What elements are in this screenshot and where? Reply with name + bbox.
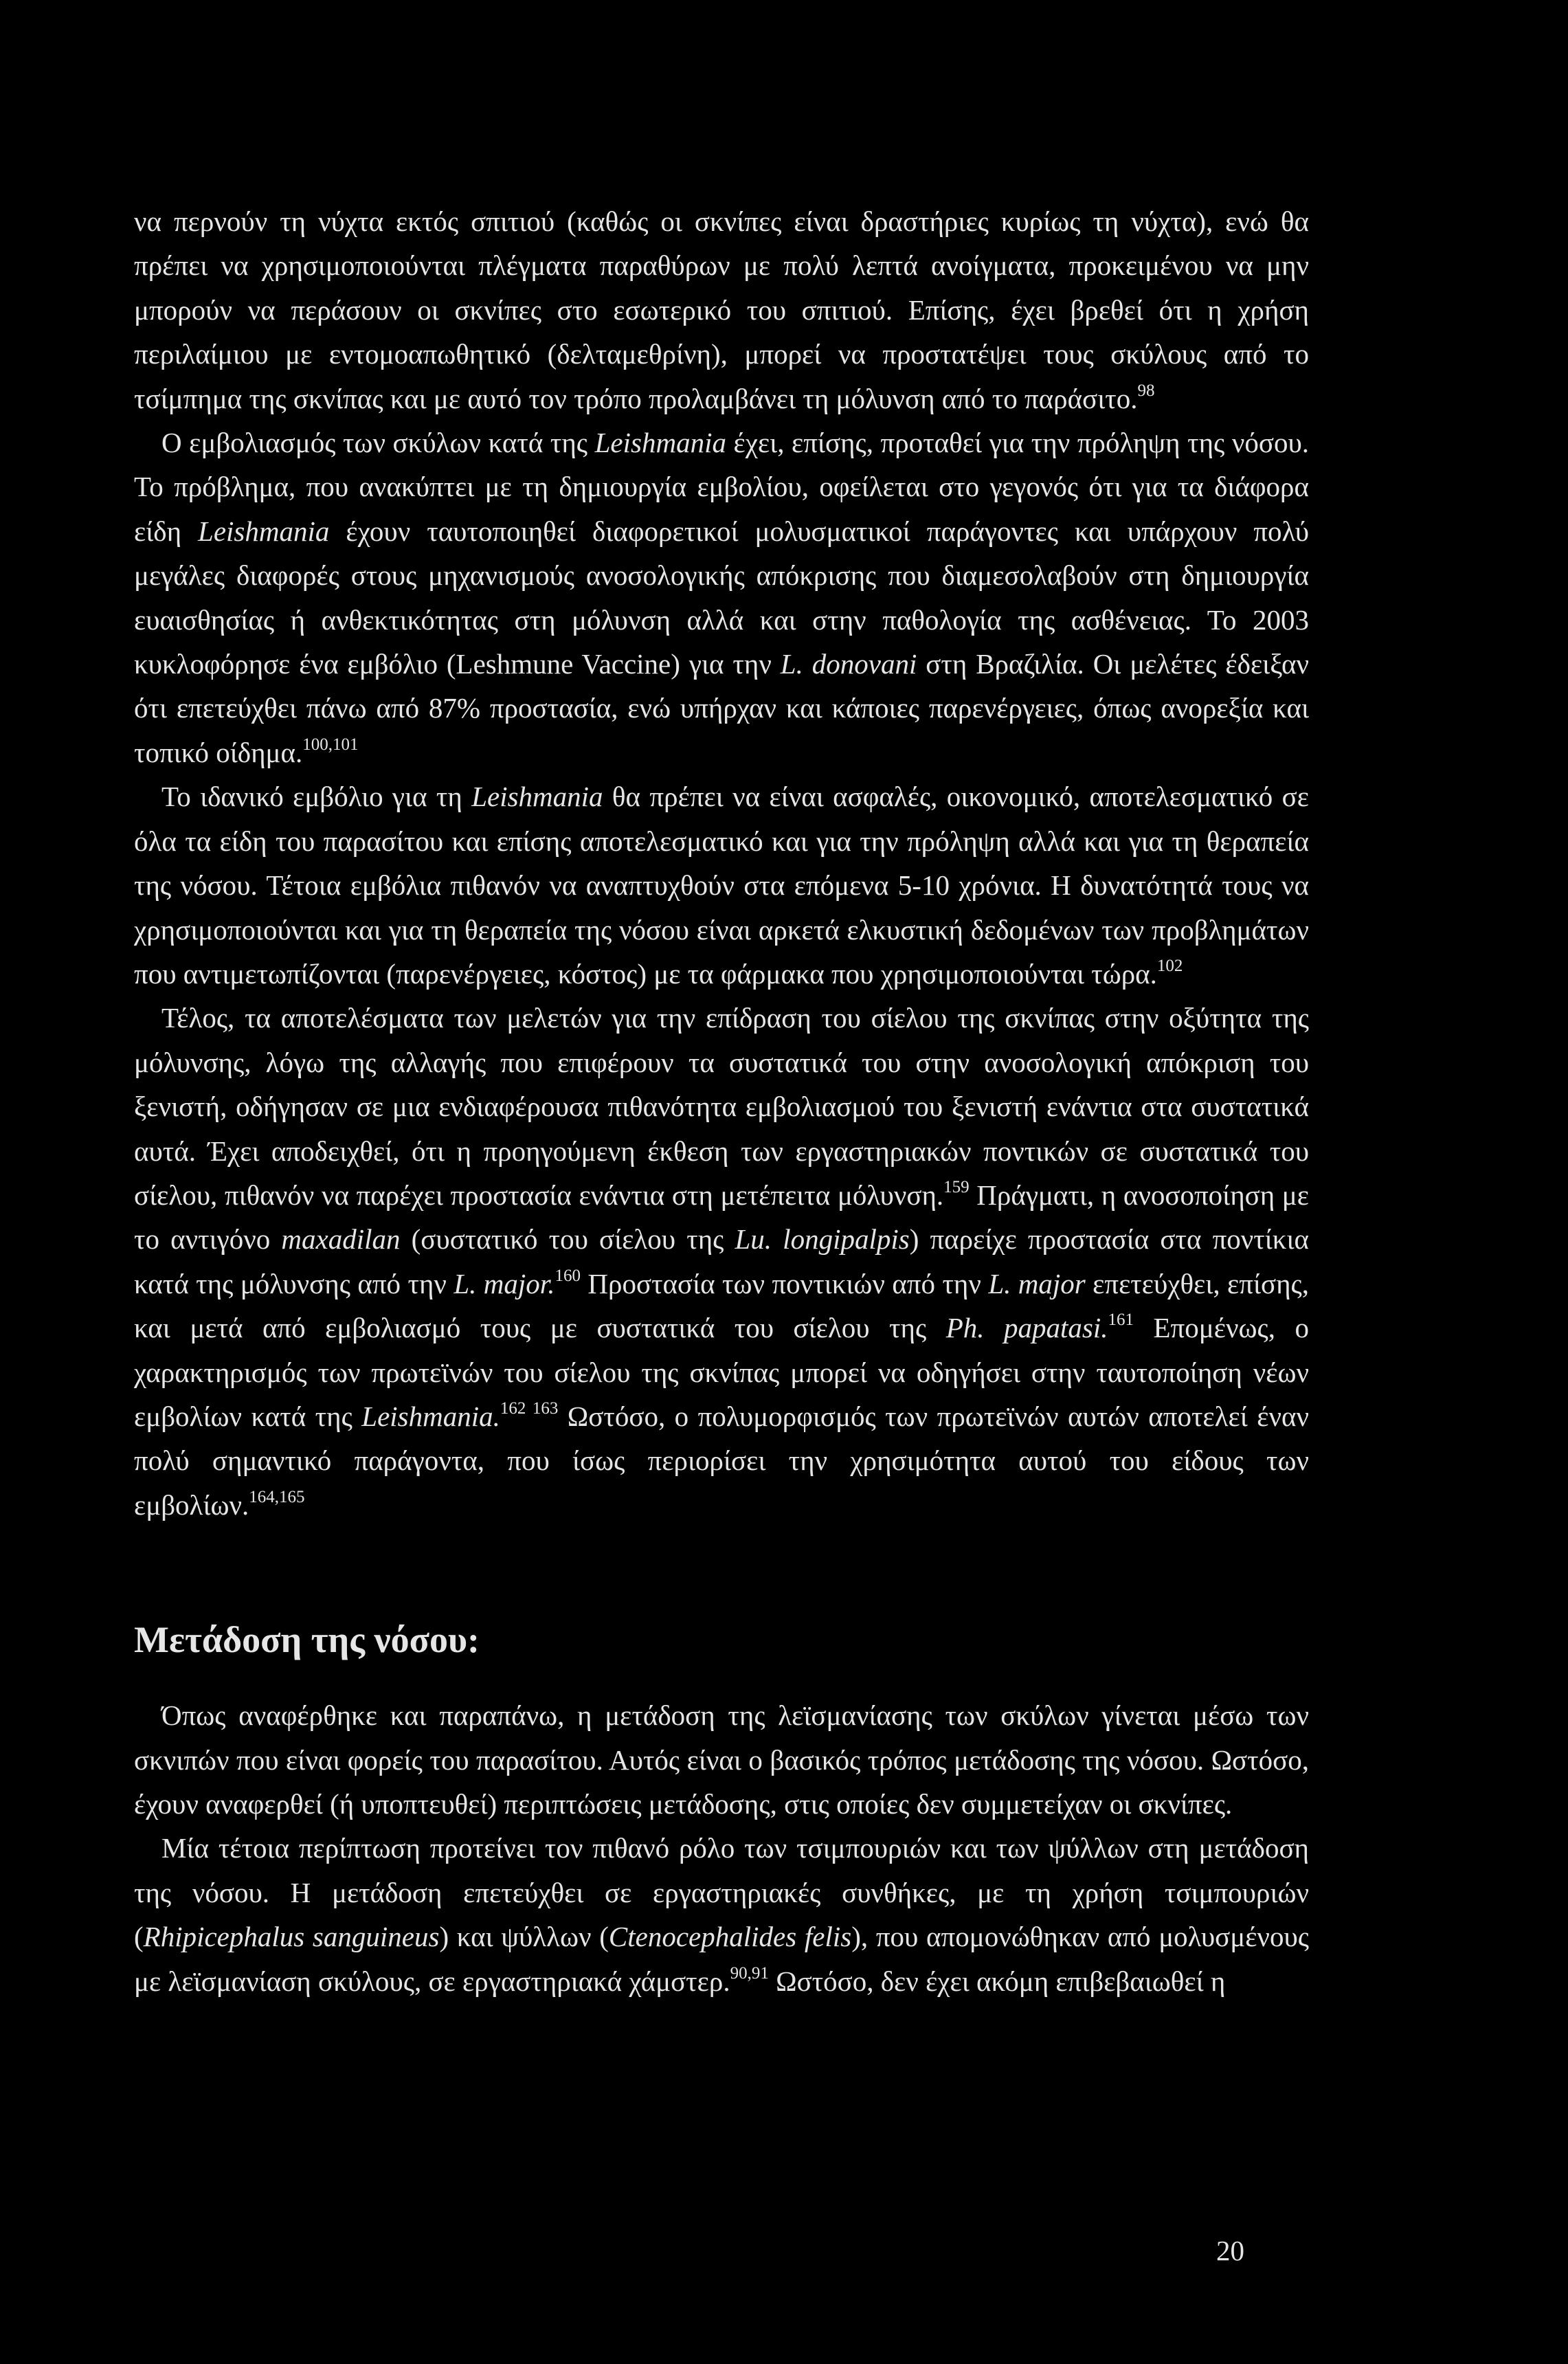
citation-superscript: 164,165 (249, 1487, 305, 1506)
text-run: Μία τέτοια περίπτωση προτείνει τον πιθανό ρόλο των τσιμπουριών και των ψύλλων στη μετάδοση της νόσου. Η μετάδοση επετεύχθει σε εργαστηριακές συνθήκες, με τη χρήση τσιμπουριών ( (134, 1832, 1309, 1953)
italic-term: Rhipicephalus sanguineus (143, 1921, 440, 1953)
body-paragraph-2 (134, 421, 1309, 774)
text-run: Επομένως, ο χαρακτηρισμός των πρωτεϊνών του σίελου της σκνίπας μπορεί να οδηγήσει στην ταυτοποίηση νέων εμβολίων κατά της (134, 1312, 1309, 1432)
text-run: Ο εμβολιασμός των σκύλων κατά της (161, 427, 595, 459)
page-number: 20 (1216, 2235, 1244, 2266)
italic-term: L. major (988, 1267, 1086, 1300)
text-run: Πράγματι, η ανοσοποίηση με το αντιγόνο (134, 1179, 1309, 1256)
text-run: ) και ψύλλων ( (439, 1921, 609, 1953)
citation-superscript: 102 (1156, 956, 1183, 975)
citation-superscript: 159 (943, 1177, 970, 1196)
section-paragraph-1 (134, 1693, 1309, 1826)
body-paragraph-1 (134, 199, 1309, 421)
text-run: να περνούν τη νύχτα εκτός σπιτιού (καθώς οι σκνίπες είναι δραστήριες κυρίως τη νύχτα), ενώ θα πρέπει να χρησιμοποιούνται πλέγματα παραθύρων με πολύ λεπτά ανοίγματα, προκειμένου να μην μπορούν να περάσουν οι σκνίπες στο εσωτερικό του σπιτιού. Επίσης, έχει βρεθεί ότι η χρήση περιλαίμιου με εντομοαπωθητικό (δελταμεθρίνη), μπορεί να προστατέψει τους σκύλους από το τσίμπημα της σκνίπας και με αυτό τον τρόπο προλαμβάνει τη μόλυνση από το παράσιτο. (134, 205, 1309, 414)
body-paragraph-3 (134, 774, 1309, 996)
section-paragraph-2 (134, 1826, 1309, 2003)
text-run: ), που απομονώθηκαν από μολυσμένους με λεϊσμανίαση σκύλους, σε εργαστηριακά χάμστερ. (134, 1921, 1309, 1997)
text-run: έχει, επίσης, προταθεί για την πρόληψη της νόσου. Το πρόβλημα, που ανακύπτει με τη δημιουργία εμβολίου, οφείλεται στο γεγονός ότι για τα διάφορα είδη (134, 427, 1310, 547)
citation-superscript: 100,101 (302, 735, 359, 754)
text-run: έχουν ταυτοποιηθεί διαφορετικοί μολυσματικοί παράγοντες και υπάρχουν πολύ μεγάλες διαφορές στους μηχανισμούς ανοσολογικής απόκρισης που διαμεσολαβούν στη δημιουργία ευαισθησίας ή ανθεκτικότητας στη μόλυνση αλλά και στην παθολογία της ασθένειας. Το 2003 κυκλοφόρησε ένα εμβόλιο (Leshmune Vaccine) για την (134, 515, 1309, 680)
section-heading: Μετάδοση της νόσου: (134, 1619, 480, 1661)
text-run: Όπως αναφέρθηκε και παραπάνω, η μετάδοση της λεϊσμανίασης των σκύλων γίνεται μέσω των σκνιπών που είναι φορείς του παρασίτου. Αυτός είναι ο βασικός τρόπος μετάδοσης της νόσου. Ωστόσο, έχουν αναφερθεί (ή υποπτευθεί) περιπτώσεις μετάδοσης, στις οποίες δεν συμμετείχαν οι σκνίπες. (134, 1699, 1309, 1820)
citation-superscript: 162 163 (500, 1398, 559, 1418)
italic-term: L. donovani (780, 648, 917, 680)
citation-superscript: 90,91 (730, 1963, 769, 1983)
italic-term: Leishmania. (361, 1400, 500, 1432)
italic-term: Lu. longipalpis (735, 1223, 910, 1256)
text-run: ) παρείχε προστασία στα ποντίκια κατά της μόλυνσης από την (134, 1223, 1309, 1300)
citation-superscript: 98 (1137, 381, 1155, 400)
text-run: Ωστόσο, δεν έχει ακόμη επιβεβαιωθεί η (768, 1965, 1226, 1997)
text-run: στη Βραζιλία. Οι μελέτες έδειξαν ότι επετεύχθει πάνω από 87% προστασία, ενώ υπήρχαν και κάποιες παρενέργειες, όπως ανορεξία και τοπικό οίδημα. (134, 648, 1309, 768)
italic-term: maxadilan (281, 1223, 401, 1256)
italic-term: Leishmania (198, 515, 330, 547)
italic-term: Ctenocephalides felis (608, 1921, 852, 1953)
text-run: επετεύχθει, επίσης, και μετά από εμβολιασμό τους με συστατικά του σίελου της (134, 1267, 1310, 1344)
text-run: Προστασία των ποντικιών από την (580, 1267, 989, 1300)
italic-term: L. major. (453, 1267, 555, 1300)
text-run: Το ιδανικό εμβόλιο για τη (161, 781, 472, 813)
body-paragraph-4 (134, 996, 1309, 1527)
text-run: (συστατικό του σίελου της (400, 1223, 735, 1256)
text-run: θα πρέπει να είναι ασφαλές, οικονομικό, αποτελεσματικό σε όλα τα είδη του παρασίτου και επίσης αποτελεσματικό και για την πρόληψη αλλά και για τη θεραπεία της νόσου. Τέτοια εμβόλια πιθανόν να αναπτυχθούν στα επόμενα 5-10 χρόνια. Η δυνατότητά τους να χρησιμοποιούνται και για τη θεραπεία της νόσου είναι αρκετά ελκυστική δεδομένων των προβλημάτων που αντιμετωπίζονται (παρενέργειες, κόστος) με τα φάρμακα που χρησιμοποιούνται τώρα. (134, 781, 1309, 990)
citation-superscript: 161 (1108, 1311, 1134, 1330)
italic-term: Ph. papatasi. (945, 1312, 1108, 1344)
page-content (134, 199, 1309, 2003)
italic-term: Leishmania (594, 427, 726, 459)
italic-term: Leishmania (471, 781, 603, 813)
text-run: Ωστόσο, ο πολυμορφισμός των πρωτεϊνών αυτών αποτελεί έναν πολύ σημαντικό παράγοντα, που ίσως περιορίσει την χρησιμότητα αυτού του είδους των εμβολίων. (134, 1400, 1310, 1521)
citation-superscript: 160 (555, 1266, 581, 1285)
text-run: Τέλος, τα αποτελέσματα των μελετών για την επίδραση του σίελου της σκνίπας στην οξύτητα της μόλυνσης, λόγω της αλλαγής που επιφέρουν τα συστατικά του στην ανοσολογική απόκριση του ξενιστή, οδήγησαν σε μια ενδιαφέρουσα πιθανότητα εμβολιασμού του ξενιστή ενάντια στα συστατικά αυτά. Έχει αποδειχθεί, ότι η προηγούμενη έκθεση των εργαστηριακών ποντικών σε συστατικά του σίελου, πιθανόν να παρέχει προστασία ενάντια στη μετέπειτα μόλυνση. (134, 1002, 1309, 1211)
